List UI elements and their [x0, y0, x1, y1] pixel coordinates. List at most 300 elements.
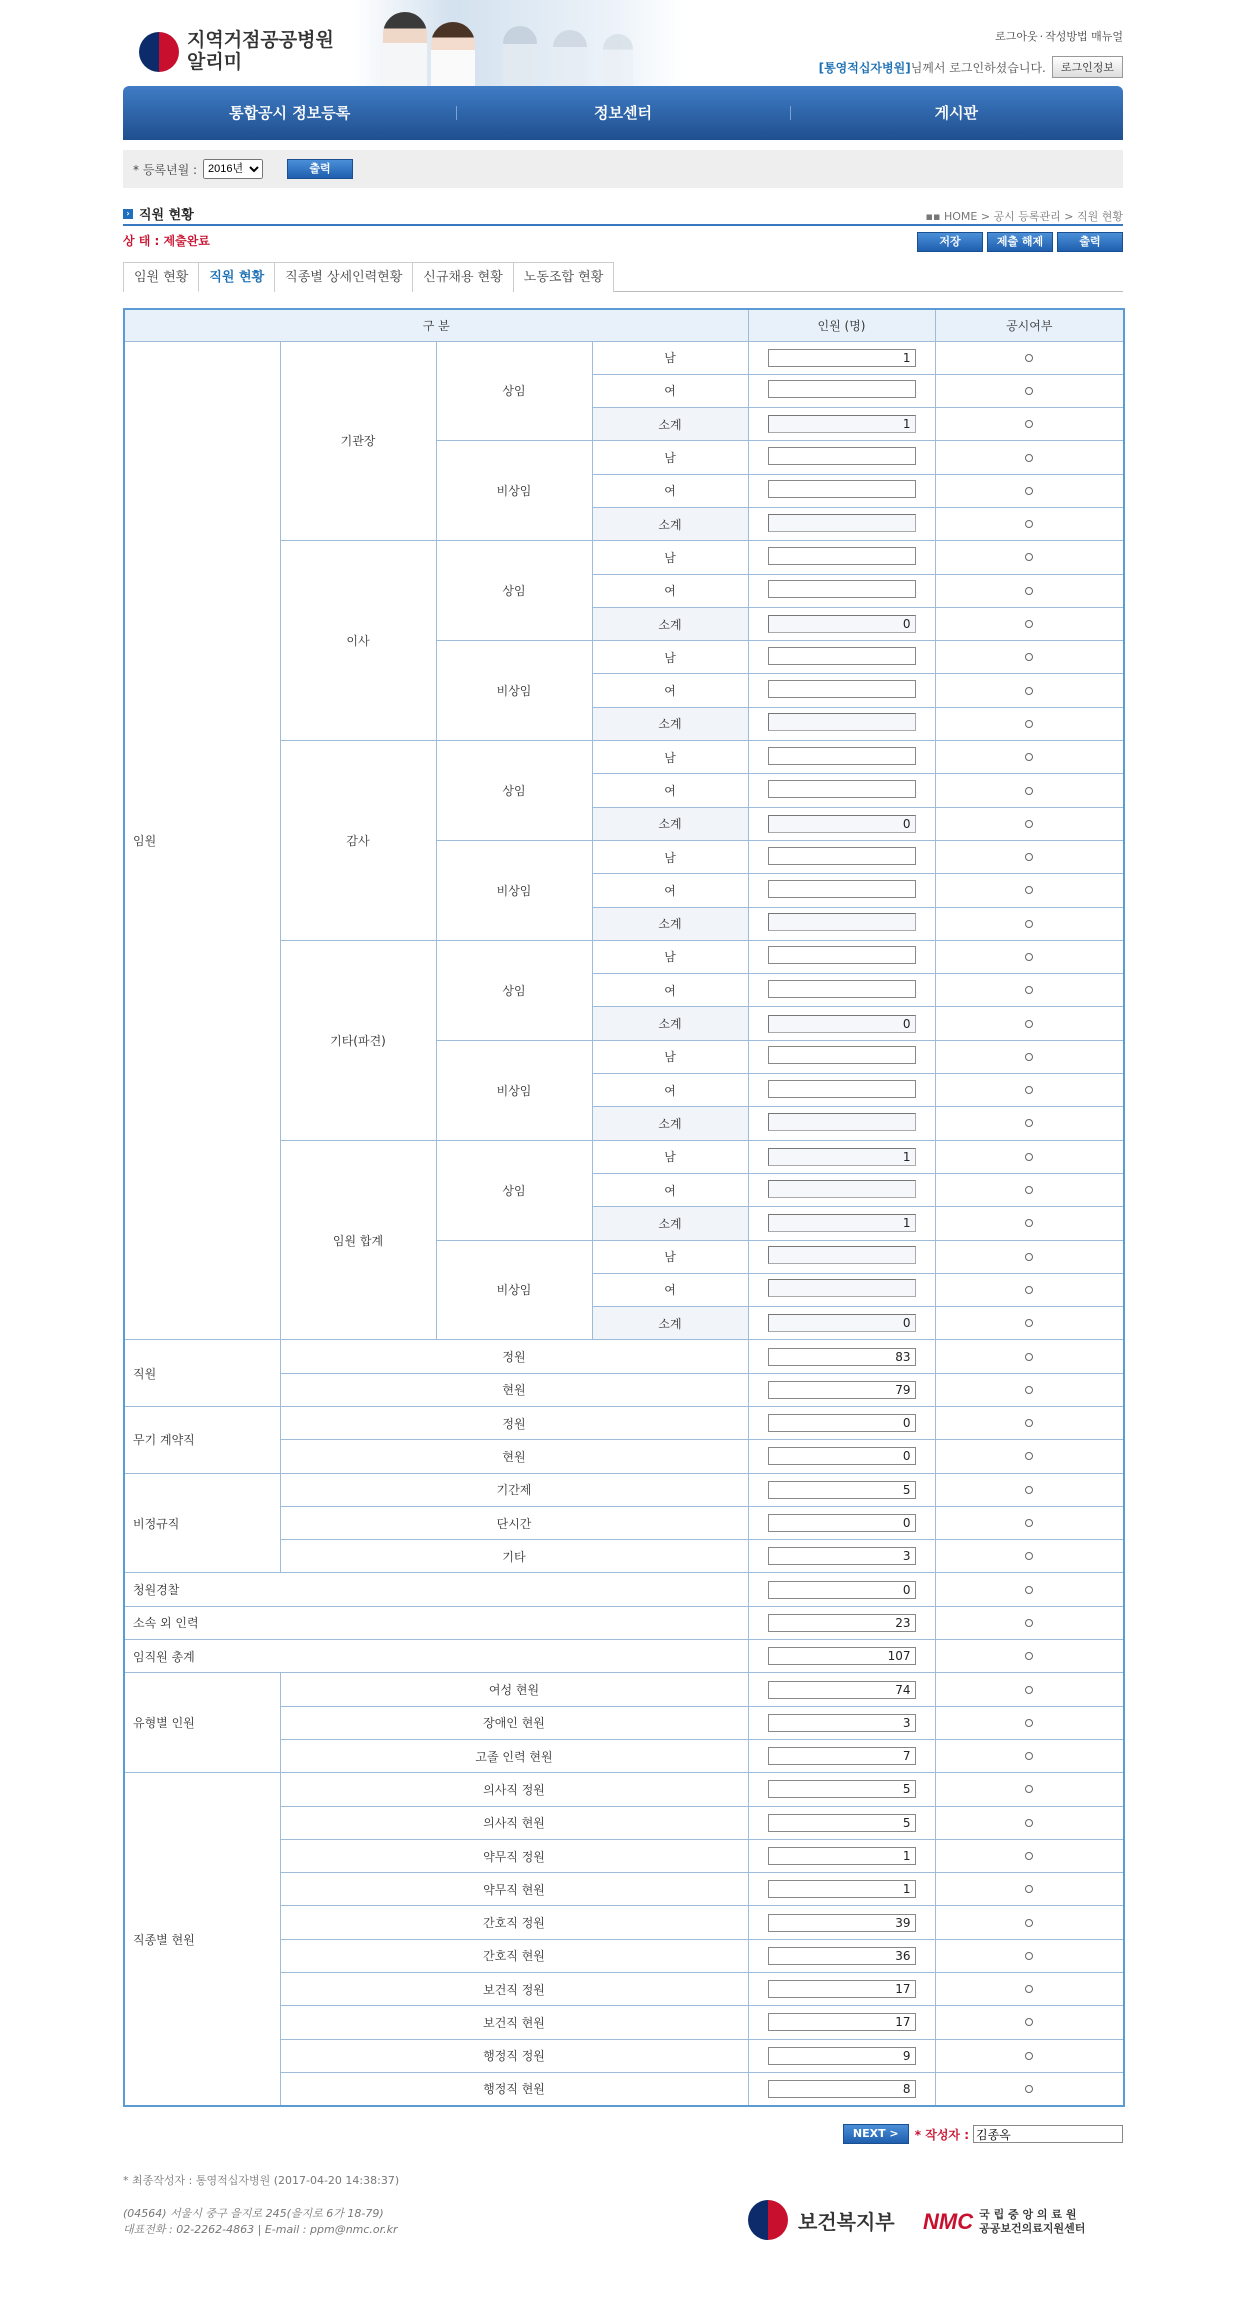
disclosure-radio-icon[interactable]	[1025, 520, 1033, 528]
exec-type: 비상임	[436, 1040, 592, 1140]
search-print-button[interactable]: 출력	[287, 159, 353, 179]
disclosure-radio-icon[interactable]	[1025, 487, 1033, 495]
count-cell	[748, 1973, 935, 2006]
disclosure-cell	[935, 741, 1124, 774]
disclosure-radio-icon[interactable]	[1025, 1353, 1033, 1361]
count-input[interactable]: 7	[768, 1747, 916, 1765]
disclosure-radio-icon[interactable]	[1025, 2052, 1033, 2060]
count-cell	[748, 1107, 935, 1140]
disclosure-cell	[935, 907, 1124, 940]
group-name: 무기 계약직	[124, 1407, 280, 1474]
count-input[interactable]	[768, 980, 916, 998]
nav-item-board[interactable]: 게시판	[790, 86, 1123, 140]
count-input[interactable]: 3	[768, 1547, 916, 1565]
count-cell	[748, 1007, 935, 1040]
disclosure-cell	[935, 607, 1124, 640]
table-row	[124, 341, 1124, 374]
tab-labor-union[interactable]: 노동조합 현황	[513, 262, 614, 292]
logout-link[interactable]: 로그아웃	[995, 30, 1038, 43]
row-label: 정원	[280, 1340, 748, 1373]
disclosure-radio-icon[interactable]	[1025, 1686, 1033, 1694]
save-button[interactable]: 저장	[917, 232, 983, 252]
disclosure-radio-icon[interactable]	[1025, 1719, 1033, 1727]
exec-type: 비상임	[436, 1240, 592, 1340]
disclosure-cell	[935, 774, 1124, 807]
welcome-message	[819, 56, 1123, 78]
count-cell	[748, 541, 935, 574]
row-label: 의사직 정원	[280, 1773, 748, 1806]
count-cell	[748, 2072, 935, 2105]
count-input[interactable]	[768, 1080, 916, 1098]
table-row	[124, 1473, 1124, 1506]
count-cell	[748, 1140, 935, 1173]
count-input[interactable]	[768, 647, 916, 665]
disclosure-radio-icon[interactable]	[1025, 620, 1033, 628]
disclosure-radio-icon[interactable]	[1025, 1086, 1033, 1094]
disclosure-cell	[935, 940, 1124, 973]
count-cell	[748, 1207, 935, 1240]
count-cell	[748, 408, 935, 441]
count-input[interactable]: 1	[768, 415, 916, 433]
tab-bar	[123, 262, 1123, 292]
count-input[interactable]: 1	[768, 1847, 916, 1865]
disclosure-cell	[935, 474, 1124, 507]
disclosure-radio-icon[interactable]	[1025, 820, 1033, 828]
gender-label: 소계	[592, 1307, 748, 1340]
disclosure-cell	[935, 1939, 1124, 1972]
count-cell	[748, 1340, 935, 1373]
disclosure-radio-icon[interactable]	[1025, 1119, 1033, 1127]
count-cell	[748, 607, 935, 640]
count-cell	[748, 1173, 935, 1206]
count-cell	[748, 1540, 935, 1573]
disclosure-cell	[935, 1240, 1124, 1273]
group-name: 비정규직	[124, 1473, 280, 1573]
count-input[interactable]: 74	[768, 1681, 916, 1699]
disclosure-radio-icon[interactable]	[1025, 1552, 1033, 1560]
last-writer-info: * 최종작성자 : 통영적십자병원 (2017-04-20 14:38:37)	[123, 2174, 400, 2187]
disclosure-radio-icon[interactable]	[1025, 1386, 1033, 1394]
row-label: 청원경찰	[124, 1573, 748, 1606]
disclosure-radio-icon[interactable]	[1025, 1186, 1033, 1194]
writer-input[interactable]	[973, 2125, 1123, 2143]
disclosure-cell	[935, 874, 1124, 907]
count-input[interactable]: 0	[768, 615, 916, 633]
count-input[interactable]	[768, 880, 916, 898]
page-wrapper	[123, 0, 1123, 2236]
disclosure-cell	[935, 1273, 1124, 1306]
gender-label: 남	[592, 1140, 748, 1173]
count-cell	[748, 341, 935, 374]
taegeuk-logo-icon	[139, 32, 179, 72]
header-hero-image	[353, 0, 683, 86]
count-input[interactable]: 1	[768, 349, 916, 367]
tab-executive-status[interactable]: 임원 현황	[123, 262, 199, 292]
disclosure-radio-icon[interactable]	[1025, 1919, 1033, 1927]
exec-type: 상임	[436, 741, 592, 841]
tab-new-hire[interactable]: 신규채용 현황	[412, 262, 513, 292]
gender-label: 여	[592, 674, 748, 707]
count-cell	[748, 1773, 935, 1806]
count-cell	[748, 1506, 935, 1539]
count-cell	[748, 1606, 935, 1639]
count-input[interactable]	[768, 480, 916, 498]
disclosure-cell	[935, 807, 1124, 840]
disclosure-cell	[935, 1873, 1124, 1906]
gender-label: 소계	[592, 1207, 748, 1240]
row-label: 의사직 현원	[280, 1806, 748, 1839]
disclosure-radio-icon[interactable]	[1025, 587, 1033, 595]
breadcrumb: ▪▪ HOME > 공시 등록관리 > 직원 현황	[925, 210, 1123, 223]
disclosure-radio-icon[interactable]	[1025, 1519, 1033, 1527]
count-cell	[748, 1640, 935, 1673]
disclosure-radio-icon[interactable]	[1025, 787, 1033, 795]
count-input[interactable]: 0	[768, 1015, 916, 1033]
disclosure-radio-icon[interactable]	[1025, 1219, 1033, 1227]
table-header-row	[124, 309, 1124, 341]
count-input[interactable]: 83	[768, 1348, 916, 1366]
count-input[interactable]: 3	[768, 1714, 916, 1732]
count-cell	[748, 1473, 935, 1506]
disclosure-radio-icon[interactable]	[1025, 1985, 1033, 1993]
year-month-label: * 등록년월 :	[133, 162, 198, 177]
nav-item-info-center[interactable]: 정보센터	[456, 86, 789, 140]
disclosure-radio-icon[interactable]	[1025, 853, 1033, 861]
count-input[interactable]	[768, 1046, 916, 1064]
disclosure-radio-icon[interactable]	[1025, 354, 1033, 362]
count-input[interactable]: 0	[768, 1514, 916, 1532]
disclosure-radio-icon[interactable]	[1025, 1319, 1033, 1327]
disclosure-radio-icon[interactable]	[1025, 387, 1033, 395]
gender-label: 남	[592, 741, 748, 774]
disclosure-cell	[935, 1973, 1124, 2006]
count-input[interactable]: 1	[768, 1148, 916, 1166]
row-label: 소속 외 인력	[124, 1606, 748, 1639]
count-cell	[748, 1839, 935, 1872]
count-input[interactable]	[768, 913, 916, 931]
disclosure-radio-icon[interactable]	[1025, 753, 1033, 761]
disclosure-cell	[935, 1040, 1124, 1073]
exec-group-name: 감사	[280, 741, 436, 941]
row-label: 단시간	[280, 1506, 748, 1539]
cancel-submit-button[interactable]: 제출 해제	[987, 232, 1053, 252]
row-label: 약무직 정원	[280, 1839, 748, 1872]
gender-label: 소계	[592, 408, 748, 441]
disclosure-cell	[935, 1473, 1124, 1506]
disclosure-radio-icon[interactable]	[1025, 1286, 1033, 1294]
count-input[interactable]: 79	[768, 1381, 916, 1399]
count-cell	[748, 940, 935, 973]
disclosure-cell	[935, 2039, 1124, 2072]
count-cell	[748, 907, 935, 940]
disclosure-cell	[935, 341, 1124, 374]
count-input[interactable]	[768, 780, 916, 798]
count-cell	[748, 641, 935, 674]
count-input[interactable]: 0	[768, 815, 916, 833]
count-input[interactable]: 0	[768, 1314, 916, 1332]
row-label: 현원	[280, 1373, 748, 1406]
disclosure-radio-icon[interactable]	[1025, 1153, 1033, 1161]
site-logo[interactable]	[139, 30, 334, 74]
count-input[interactable]: 39	[768, 1914, 916, 1932]
disclosure-radio-icon[interactable]	[1025, 1785, 1033, 1793]
count-cell	[748, 1074, 935, 1107]
year-select[interactable]	[203, 159, 263, 179]
disclosure-cell	[935, 374, 1124, 407]
count-input[interactable]	[768, 580, 916, 598]
disclosure-radio-icon[interactable]	[1025, 1253, 1033, 1261]
count-cell	[748, 574, 935, 607]
count-input[interactable]: 5	[768, 1780, 916, 1798]
disclosure-cell	[935, 1606, 1124, 1639]
count-input[interactable]	[768, 946, 916, 964]
disclosure-cell	[935, 1773, 1124, 1806]
table-row	[124, 1606, 1124, 1639]
exec-category: 임원	[124, 341, 280, 1340]
count-input[interactable]	[768, 847, 916, 865]
row-label: 보건직 현원	[280, 2006, 748, 2039]
row-label: 현원	[280, 1440, 748, 1473]
exec-group-name: 기관장	[280, 341, 436, 541]
gender-label: 남	[592, 641, 748, 674]
disclosure-cell	[935, 2072, 1124, 2105]
exec-type: 비상임	[436, 441, 592, 541]
disclosure-cell	[935, 1107, 1124, 1140]
title-bullet-icon: ›	[123, 209, 133, 219]
tab-job-detail[interactable]: 직종별 상세인력현황	[274, 262, 413, 292]
gender-label: 소계	[592, 1007, 748, 1040]
gender-label: 여	[592, 974, 748, 1007]
count-cell	[748, 1739, 935, 1772]
disclosure-cell	[935, 441, 1124, 474]
count-input[interactable]: 0	[768, 1581, 916, 1599]
gender-label: 남	[592, 541, 748, 574]
gender-label: 여	[592, 1074, 748, 1107]
footer-address: (04564) 서울시 중구 을지로 245(을지로 6가 18-79) 대표전화 : 02-2262-4863 | E-mail : ppm@nmc.or.kr	[123, 2207, 398, 2236]
count-input[interactable]	[768, 1279, 916, 1297]
exec-type: 상임	[436, 341, 592, 441]
disclosure-cell	[935, 1440, 1124, 1473]
disclosure-radio-icon[interactable]	[1025, 1586, 1033, 1594]
count-input[interactable]: 0	[768, 1447, 916, 1465]
ministry-logo[interactable]: 보건복지부	[748, 2200, 895, 2240]
disclosure-radio-icon[interactable]	[1025, 986, 1033, 994]
count-cell	[748, 1040, 935, 1073]
disclosure-cell	[935, 507, 1124, 540]
count-cell	[748, 1307, 935, 1340]
count-input[interactable]: 5	[768, 1814, 916, 1832]
disclosure-radio-icon[interactable]	[1025, 1419, 1033, 1427]
disclosure-radio-icon[interactable]	[1025, 2018, 1033, 2026]
gender-label: 남	[592, 441, 748, 474]
gender-label: 소계	[592, 807, 748, 840]
writer-label: * 작성자 :	[914, 2127, 969, 2142]
row-label: 행정직 현원	[280, 2072, 748, 2105]
disclosure-radio-icon[interactable]	[1025, 653, 1033, 661]
disclosure-cell	[935, 674, 1124, 707]
header-category: 구 분	[124, 309, 748, 341]
print-button[interactable]: 출력	[1057, 232, 1123, 252]
disclosure-cell	[935, 1739, 1124, 1772]
exec-type: 상임	[436, 1140, 592, 1240]
disclosure-cell	[935, 1540, 1124, 1573]
table-row	[124, 1640, 1124, 1673]
disclosure-radio-icon[interactable]	[1025, 1819, 1033, 1827]
count-input[interactable]: 5	[768, 1481, 916, 1499]
count-cell	[748, 441, 935, 474]
count-cell	[748, 1407, 935, 1440]
disclosure-cell	[935, 1140, 1124, 1173]
exec-group-name: 기타(파견)	[280, 940, 436, 1140]
count-input[interactable]: 0	[768, 1414, 916, 1432]
count-input[interactable]: 17	[768, 2013, 916, 2031]
count-cell	[748, 1706, 935, 1739]
count-cell	[748, 741, 935, 774]
disclosure-cell	[935, 1007, 1124, 1040]
disclosure-cell	[935, 1307, 1124, 1340]
gender-label: 남	[592, 1240, 748, 1273]
disclosure-cell	[935, 1407, 1124, 1440]
disclosure-radio-icon[interactable]	[1025, 1652, 1033, 1660]
count-cell	[748, 2039, 935, 2072]
count-input[interactable]	[768, 747, 916, 765]
top-links	[993, 28, 1123, 44]
disclosure-radio-icon[interactable]	[1025, 1619, 1033, 1627]
row-label: 여성 현원	[280, 1673, 748, 1706]
group-name: 직종별 현원	[124, 1773, 280, 2106]
link-separator: ·	[1039, 30, 1044, 43]
row-label: 정원	[280, 1407, 748, 1440]
count-input[interactable]	[768, 713, 916, 731]
next-button[interactable]: NEXT >	[843, 2124, 909, 2144]
main-nav	[123, 86, 1123, 140]
gender-label: 소계	[592, 607, 748, 640]
gender-label: 남	[592, 1040, 748, 1073]
count-input[interactable]: 8	[768, 2080, 916, 2098]
disclosure-cell	[935, 1373, 1124, 1406]
disclosure-radio-icon[interactable]	[1025, 1952, 1033, 1960]
row-label: 간호직 정원	[280, 1906, 748, 1939]
count-input[interactable]	[768, 1180, 916, 1198]
table-row	[124, 1573, 1124, 1606]
gender-label: 여	[592, 374, 748, 407]
count-cell	[748, 874, 935, 907]
disclosure-cell	[935, 1640, 1124, 1673]
row-label: 임직원 총계	[124, 1640, 748, 1673]
header-disclosure: 공시여부	[935, 309, 1124, 341]
disclosure-radio-icon[interactable]	[1025, 1852, 1033, 1860]
disclosure-radio-icon[interactable]	[1025, 2085, 1033, 2093]
disclosure-radio-icon[interactable]	[1025, 553, 1033, 561]
row-label: 기간제	[280, 1473, 748, 1506]
count-input[interactable]	[768, 1113, 916, 1131]
count-cell	[748, 1273, 935, 1306]
count-input[interactable]: 36	[768, 1947, 916, 1965]
count-cell	[748, 1873, 935, 1906]
disclosure-cell	[935, 408, 1124, 441]
count-cell	[748, 1573, 935, 1606]
gender-label: 남	[592, 940, 748, 973]
row-label: 기타	[280, 1540, 748, 1573]
search-bar	[123, 150, 1123, 188]
gender-label: 여	[592, 474, 748, 507]
disclosure-cell	[935, 1906, 1124, 1939]
disclosure-radio-icon[interactable]	[1025, 1053, 1033, 1061]
status-badge: 상 태 : 제출완료	[123, 234, 210, 248]
gender-label: 여	[592, 874, 748, 907]
count-input[interactable]: 9	[768, 2047, 916, 2065]
disclosure-radio-icon[interactable]	[1025, 920, 1033, 928]
count-input[interactable]	[768, 447, 916, 465]
hospital-name: [통영적십자병원]	[818, 60, 911, 75]
login-info-button[interactable]: 로그인정보	[1052, 56, 1123, 78]
disclosure-radio-icon[interactable]	[1025, 1452, 1033, 1460]
header-count: 인원 (명)	[748, 309, 935, 341]
count-input[interactable]: 23	[768, 1614, 916, 1632]
ministry-emblem-icon	[748, 2200, 788, 2240]
count-cell	[748, 1906, 935, 1939]
table-row	[124, 1407, 1124, 1440]
header	[123, 0, 1123, 86]
disclosure-radio-icon[interactable]	[1025, 420, 1033, 428]
count-input[interactable]: 17	[768, 1980, 916, 1998]
count-cell	[748, 1240, 935, 1273]
disclosure-cell	[935, 974, 1124, 1007]
disclosure-radio-icon[interactable]	[1025, 1885, 1033, 1893]
group-name: 직원	[124, 1340, 280, 1407]
disclosure-radio-icon[interactable]	[1025, 886, 1033, 894]
disclosure-radio-icon[interactable]	[1025, 953, 1033, 961]
count-cell	[748, 2006, 935, 2039]
disclosure-radio-icon[interactable]	[1025, 687, 1033, 695]
count-input[interactable]	[768, 514, 916, 532]
manual-link[interactable]: 작성방법 매뉴얼	[1045, 30, 1123, 43]
logo-text-line1: 지역거점공공병원	[187, 30, 334, 51]
exec-type: 비상임	[436, 641, 592, 741]
disclosure-radio-icon[interactable]	[1025, 720, 1033, 728]
disclosure-cell	[935, 1074, 1124, 1107]
disclosure-radio-icon[interactable]	[1025, 1020, 1033, 1028]
count-input[interactable]: 107	[768, 1647, 916, 1665]
count-input[interactable]	[768, 547, 916, 565]
disclosure-cell	[935, 1506, 1124, 1539]
nav-item-registration[interactable]: 통합공시 정보등록	[229, 104, 351, 122]
exec-type: 상임	[436, 541, 592, 641]
disclosure-radio-icon[interactable]	[1025, 1752, 1033, 1760]
count-input[interactable]: 1	[768, 1214, 916, 1232]
count-input[interactable]	[768, 680, 916, 698]
count-input[interactable]	[768, 1246, 916, 1264]
disclosure-radio-icon[interactable]	[1025, 454, 1033, 462]
row-label: 장애인 현원	[280, 1706, 748, 1739]
tab-staff-status[interactable]: 직원 현황	[198, 262, 275, 292]
disclosure-cell	[935, 1340, 1124, 1373]
disclosure-cell	[935, 1706, 1124, 1739]
count-input[interactable]	[768, 380, 916, 398]
disclosure-cell	[935, 1573, 1124, 1606]
nmc-logo[interactable]: NMC 국 립 중 앙 의 료 원 공공보건의료지원센터	[923, 2208, 1086, 2235]
disclosure-radio-icon[interactable]	[1025, 1486, 1033, 1494]
count-cell	[748, 707, 935, 740]
exec-group-name: 임원 합계	[280, 1140, 436, 1340]
row-label: 고졸 인력 현원	[280, 1739, 748, 1772]
disclosure-cell	[935, 1673, 1124, 1706]
gender-label: 소계	[592, 1107, 748, 1140]
gender-label: 여	[592, 574, 748, 607]
disclosure-cell	[935, 2006, 1124, 2039]
count-input[interactable]: 1	[768, 1880, 916, 1898]
exec-group-name: 이사	[280, 541, 436, 741]
